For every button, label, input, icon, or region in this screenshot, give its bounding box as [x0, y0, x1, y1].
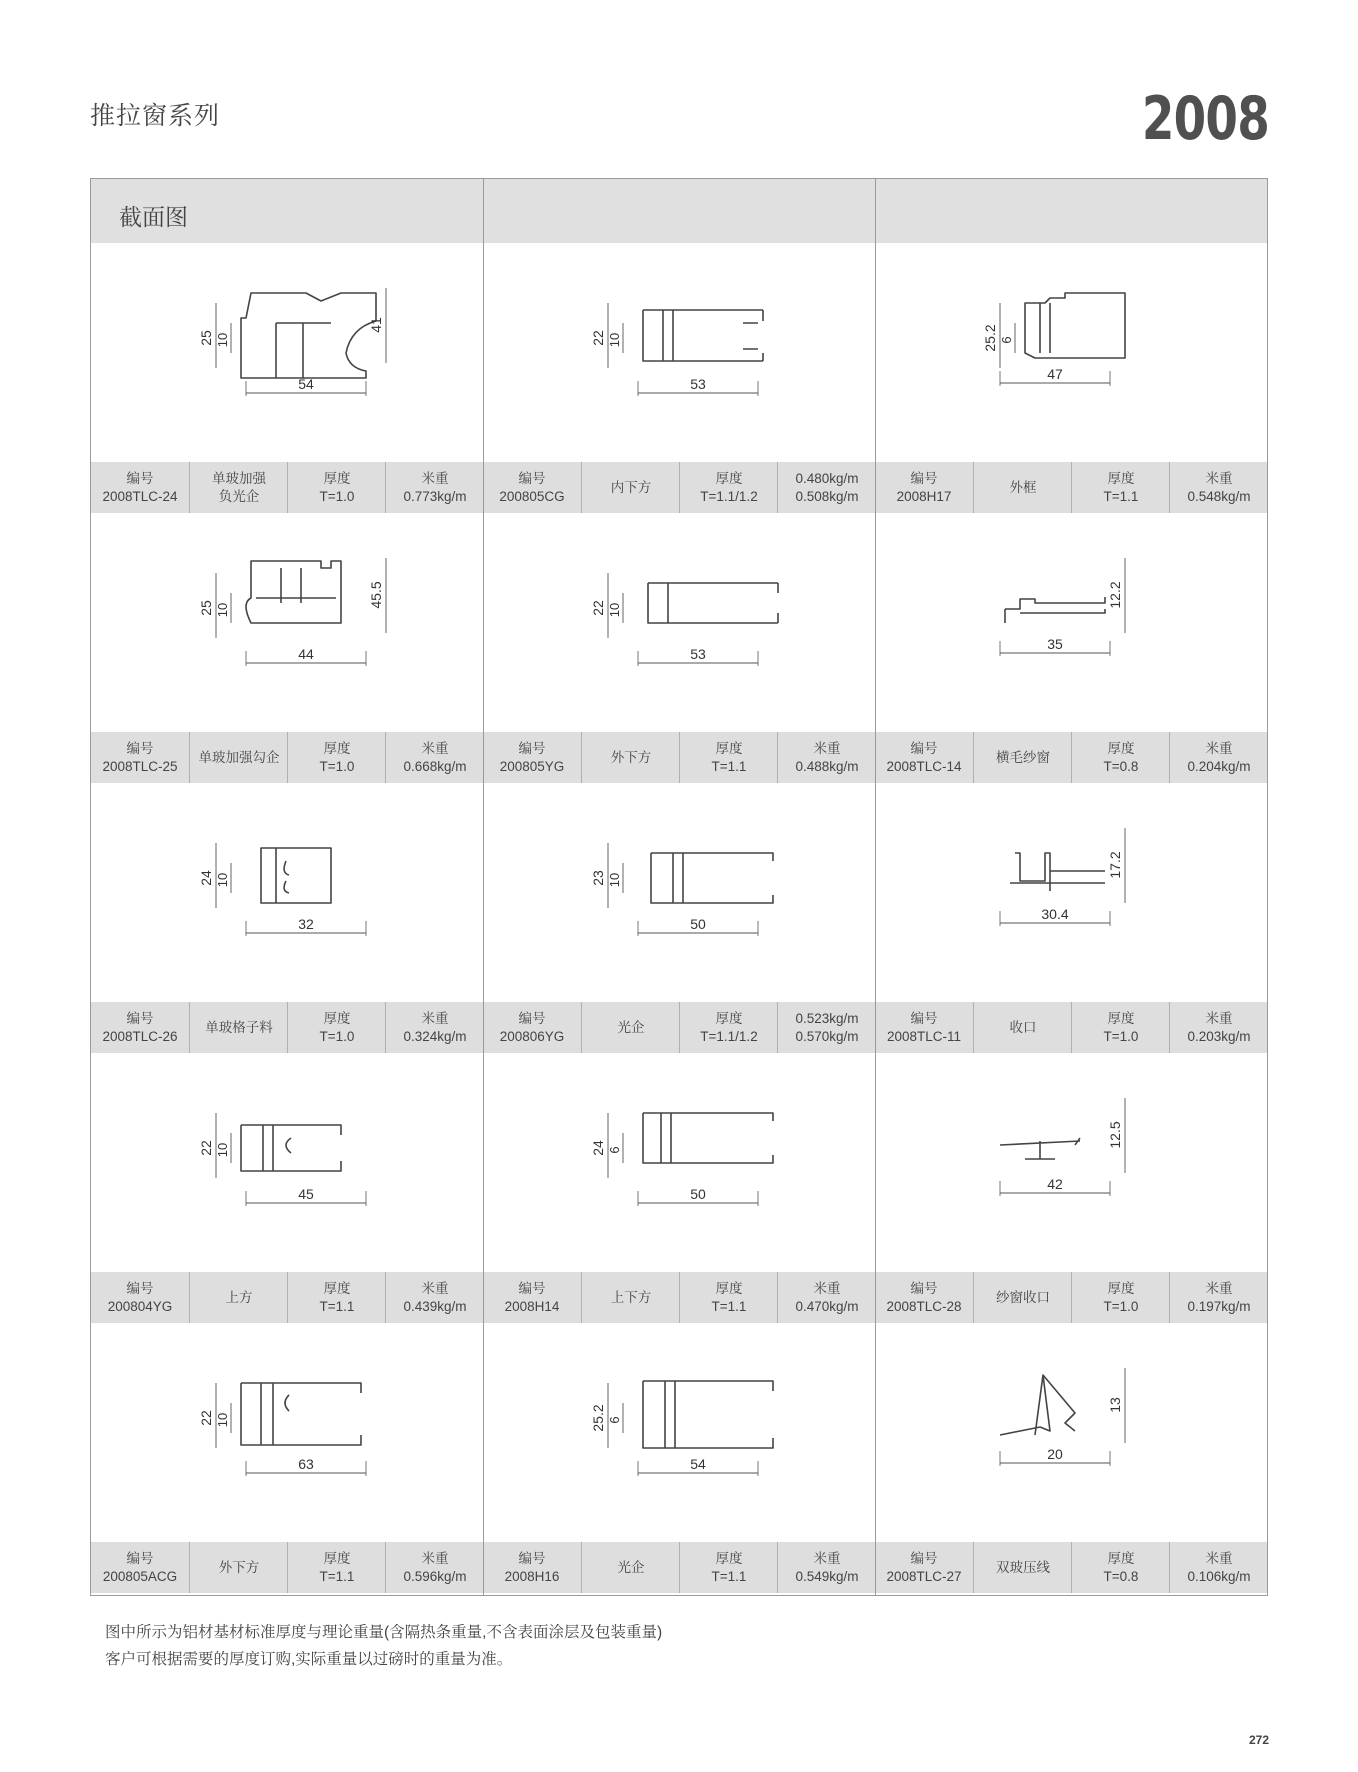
height-dimension-label: 22: [590, 330, 606, 346]
profile-weight: [385, 1002, 484, 1053]
height-dimension-label: 22: [590, 600, 606, 616]
profile-code-text: 编号: [910, 1550, 938, 1566]
profile-code: [91, 732, 189, 783]
profile-section-svg: [875, 1053, 1267, 1272]
profile-code: [875, 1542, 973, 1593]
profile-name-text: 外框: [1009, 479, 1037, 495]
inner-height-dimension-label: 10: [215, 332, 230, 348]
profile-name: [973, 1272, 1072, 1323]
profile-thickness: [679, 732, 778, 783]
profile-name: [189, 1002, 288, 1053]
inner-height-dimension-label: 10: [607, 872, 622, 888]
height-dimension-label: 22: [198, 1410, 214, 1426]
profile-name: [189, 462, 288, 513]
height-dimension-label: 25: [198, 330, 214, 346]
profile-code-text: 200805YG: [499, 758, 565, 774]
profile-code-text: 200804YG: [107, 1298, 173, 1314]
section-drawing-header: 截面图: [119, 204, 188, 230]
profile-thickness: [1071, 1272, 1170, 1323]
profile-weight: [385, 1272, 484, 1323]
profile-code-text: 编号: [910, 740, 938, 756]
overall-height-dimension-label: 12.2: [1107, 581, 1123, 609]
profile-outline: [643, 1381, 773, 1448]
width-dimension-label: 42: [1047, 1176, 1063, 1192]
profile-drawing: [875, 783, 1267, 1002]
profile-weight-text: 0.668kg/m: [403, 758, 467, 774]
profile-name-text: 单玻加强: [212, 470, 266, 486]
profile-thickness-text: 厚度: [323, 470, 351, 486]
profile-outline: [1025, 293, 1125, 358]
header-row: [91, 179, 1267, 243]
width-dimension-label: 20: [1047, 1446, 1063, 1462]
profile-code-text: 200806YG: [499, 1028, 565, 1044]
profile-name: [973, 1542, 1072, 1593]
profile-weight-text: 0.204kg/m: [1187, 758, 1251, 774]
profile-drawing: [91, 243, 483, 462]
profile-name-text: 负光企: [218, 488, 260, 504]
profile-section-svg: [91, 783, 483, 1002]
profile-thickness: [287, 1272, 386, 1323]
profile-code: [91, 462, 189, 513]
profile-section-svg: [875, 513, 1267, 732]
footnote-line-1: 图中所示为铝材基材标准厚度与理论重量(含隔热条重量,不含表面涂层及包装重量): [105, 1624, 663, 1641]
spec-row: [91, 1272, 1267, 1323]
profile-code-text: 2008H16: [504, 1568, 560, 1584]
profile-weight-text: 0.773kg/m: [403, 488, 467, 504]
profile-section-svg: [91, 243, 483, 462]
height-dimension-label: 25.2: [590, 1404, 606, 1432]
profile-thickness-text: 厚度: [323, 740, 351, 756]
profile-name: [581, 732, 680, 783]
profile-weight-text: 米重: [421, 1010, 449, 1026]
profile-weight-text: 米重: [421, 740, 449, 756]
profile-outline: [643, 310, 763, 361]
profile-weight-text: 0.480kg/m: [795, 470, 859, 486]
profile-name: [973, 462, 1072, 513]
profile-outline: [1010, 853, 1105, 891]
profile-name: [581, 1002, 680, 1053]
profile-thickness-text: 厚度: [323, 1010, 351, 1026]
profile-thickness-text: T=1.1: [711, 1568, 747, 1584]
width-dimension-label: 44: [298, 646, 314, 662]
profile-thickness: [679, 1002, 778, 1053]
inner-height-dimension-label: 6: [999, 336, 1014, 344]
profile-weight: [385, 462, 484, 513]
profile-weight-text: 0.523kg/m: [795, 1010, 859, 1026]
profile-code: [875, 1272, 973, 1323]
profile-thickness-text: T=1.1: [1103, 488, 1139, 504]
profile-weight-text: 0.324kg/m: [403, 1028, 467, 1044]
profile-name-text: 收口: [1009, 1019, 1037, 1035]
profile-thickness-text: 厚度: [1107, 1010, 1135, 1026]
profile-code-text: 编号: [126, 1280, 154, 1296]
profile-thickness: [287, 1002, 386, 1053]
profile-weight-text: 0.106kg/m: [1187, 1568, 1251, 1584]
profile-name-text: 内下方: [610, 479, 652, 495]
profile-code: [91, 1272, 189, 1323]
profile-thickness-text: 厚度: [715, 1010, 743, 1026]
profile-weight: [385, 1542, 484, 1593]
profile-code-text: 编号: [518, 1280, 546, 1296]
profile-name: [581, 1542, 680, 1593]
profile-code: [483, 1542, 581, 1593]
profile-weight-text: 米重: [813, 740, 841, 756]
inner-height-dimension-label: 6: [607, 1146, 622, 1154]
profile-outline: [648, 583, 778, 623]
profile-weight: [777, 732, 876, 783]
profile-name: [581, 462, 680, 513]
profile-name: [581, 1272, 680, 1323]
profile-code-text: 编号: [910, 1280, 938, 1296]
profile-weight: [777, 462, 876, 513]
profile-weight: [1169, 462, 1268, 513]
profile-code-text: 编号: [518, 1550, 546, 1566]
profile-thickness-text: 厚度: [1107, 1550, 1135, 1566]
profile-thickness-text: T=0.8: [1103, 758, 1139, 774]
profile-name-text: 单玻加强勾企: [198, 749, 280, 765]
width-dimension-label: 50: [690, 1186, 706, 1202]
profile-section-svg: [91, 1053, 483, 1272]
width-dimension-label: 35: [1047, 636, 1063, 652]
profile-thickness-text: 厚度: [323, 1280, 351, 1296]
profile-thickness-text: T=1.0: [1103, 1028, 1139, 1044]
height-dimension-label: 25: [198, 600, 214, 616]
profile-drawing: [483, 1323, 875, 1542]
profile-section-svg: [483, 783, 875, 1002]
profile-name-text: 单玻格子料: [205, 1019, 273, 1035]
height-dimension-label: 22: [198, 1140, 214, 1156]
profile-code-text: 2008TLC-25: [102, 758, 178, 774]
profile-code-text: 2008TLC-26: [102, 1028, 178, 1044]
profile-section-svg: [483, 513, 875, 732]
profile-thickness-text: T=1.1: [711, 1298, 747, 1314]
profile-thickness: [1071, 462, 1170, 513]
profile-code-text: 编号: [910, 470, 938, 486]
profile-code-text: 2008H14: [504, 1298, 560, 1314]
profile-thickness: [287, 732, 386, 783]
profile-code-text: 编号: [126, 1010, 154, 1026]
profile-code-text: 200805ACG: [102, 1568, 178, 1584]
profile-code-text: 2008TLC-11: [886, 1028, 962, 1044]
profile-drawing: [91, 1323, 483, 1542]
spec-row: [91, 732, 1267, 783]
profile-code-text: 2008TLC-24: [102, 488, 178, 504]
overall-height-dimension-label: 12.5: [1107, 1121, 1123, 1149]
width-dimension-label: 54: [690, 1456, 706, 1472]
profile-code-text: 编号: [126, 470, 154, 486]
inner-height-dimension-label: 10: [215, 1412, 230, 1428]
spec-row: [91, 1002, 1267, 1053]
profile-thickness-text: 厚度: [1107, 1280, 1135, 1296]
profile-name-text: 上下方: [610, 1289, 652, 1305]
height-dimension-label: 25.2: [982, 324, 998, 352]
profile-weight-text: 米重: [1205, 470, 1233, 486]
profile-weight-text: 米重: [421, 470, 449, 486]
width-dimension-label: 63: [298, 1456, 314, 1472]
profile-thickness: [679, 1542, 778, 1593]
profile-outline: [1000, 1138, 1080, 1159]
profile-drawing: [91, 783, 483, 1002]
profile-name: [973, 732, 1072, 783]
profile-name-text: 纱窗收口: [996, 1289, 1050, 1305]
profile-weight-text: 0.488kg/m: [795, 758, 859, 774]
profile-thickness-text: 厚度: [715, 470, 743, 486]
profile-section-svg: [91, 513, 483, 732]
profile-weight-text: 0.203kg/m: [1187, 1028, 1251, 1044]
profile-thickness-text: T=1.1: [319, 1298, 355, 1314]
profile-section-svg: [91, 1323, 483, 1542]
profile-code: [483, 732, 581, 783]
width-dimension-label: 54: [298, 376, 314, 392]
profile-outline: [651, 853, 773, 903]
inner-height-dimension-label: 10: [607, 602, 622, 618]
profile-name: [189, 732, 288, 783]
profile-thickness: [287, 1542, 386, 1593]
profile-outline: [241, 293, 376, 378]
profile-name: [973, 1002, 1072, 1053]
profile-code: [91, 1002, 189, 1053]
profile-weight-text: 米重: [1205, 1280, 1233, 1296]
profile-outline: [241, 1125, 341, 1171]
profile-section-svg: [875, 243, 1267, 462]
profile-thickness-text: T=1.0: [319, 488, 355, 504]
height-dimension-label: 24: [198, 870, 214, 886]
profile-drawing: [483, 513, 875, 732]
profile-drawing: [875, 1323, 1267, 1542]
profile-thickness-text: T=1.1: [319, 1568, 355, 1584]
profile-code: [875, 462, 973, 513]
profile-name-text: 外下方: [218, 1559, 260, 1575]
profile-weight-text: 0.508kg/m: [795, 488, 859, 504]
profile-drawing: [483, 243, 875, 462]
profile-drawing: [875, 243, 1267, 462]
profile-weight-text: 米重: [421, 1550, 449, 1566]
column-divider: [875, 179, 876, 1595]
profile-name-text: 上方: [225, 1289, 253, 1305]
profile-drawing: [91, 1053, 483, 1272]
overall-height-dimension-label: 17.2: [1107, 851, 1123, 879]
profile-thickness-text: 厚度: [715, 1550, 743, 1566]
profile-name-text: 外下方: [610, 749, 652, 765]
profile-weight-text: 0.570kg/m: [795, 1028, 859, 1044]
width-dimension-label: 53: [690, 646, 706, 662]
profile-thickness: [1071, 1542, 1170, 1593]
profile-thickness-text: T=1.0: [319, 758, 355, 774]
profile-thickness: [1071, 732, 1170, 783]
profile-code-text: 编号: [910, 1010, 938, 1026]
profile-outline: [261, 848, 331, 903]
profile-code-text: 2008TLC-28: [886, 1298, 962, 1314]
profile-code-text: 编号: [518, 1010, 546, 1026]
width-dimension-label: 30.4: [1041, 906, 1069, 922]
profile-thickness-text: T=1.0: [319, 1028, 355, 1044]
profile-code-text: 2008TLC-14: [886, 758, 962, 774]
profile-drawing: [483, 1053, 875, 1272]
width-dimension-label: 32: [298, 916, 314, 932]
overall-height-dimension-label: 41: [368, 317, 384, 333]
inner-height-dimension-label: 10: [215, 872, 230, 888]
profile-name: [189, 1272, 288, 1323]
profile-catalog-table: [90, 178, 1268, 1596]
profile-code: [91, 1542, 189, 1593]
spec-row: [91, 1542, 1267, 1593]
profile-weight-text: 米重: [1205, 1550, 1233, 1566]
profile-weight: [1169, 1002, 1268, 1053]
inner-height-dimension-label: 10: [215, 1142, 230, 1158]
profile-section-svg: [875, 783, 1267, 1002]
profile-thickness-text: T=1.1: [711, 758, 747, 774]
profile-code-text: 编号: [126, 740, 154, 756]
profile-section-svg: [875, 1323, 1267, 1542]
profile-drawing: [91, 513, 483, 732]
profile-name-text: 光企: [617, 1019, 645, 1035]
column-divider: [483, 179, 484, 1595]
model-number: 2008: [1141, 84, 1269, 154]
profile-section-svg: [483, 1053, 875, 1272]
profile-code-text: 2008TLC-27: [886, 1568, 962, 1584]
profile-drawing: [483, 783, 875, 1002]
profile-name-text: 双玻压线: [996, 1559, 1050, 1575]
profile-weight-text: 0.549kg/m: [795, 1568, 859, 1584]
profile-name: [189, 1542, 288, 1593]
width-dimension-label: 47: [1047, 366, 1063, 382]
profile-weight: [777, 1002, 876, 1053]
profile-thickness-text: T=1.1/1.2: [700, 1028, 758, 1044]
profile-name-text: 光企: [617, 1559, 645, 1575]
inner-height-dimension-label: 6: [607, 1416, 622, 1424]
profile-drawing: [875, 513, 1267, 732]
profile-code: [875, 732, 973, 783]
inner-height-dimension-label: 10: [607, 332, 622, 348]
width-dimension-label: 50: [690, 916, 706, 932]
overall-height-dimension-label: 13: [1107, 1397, 1123, 1413]
profile-weight-text: 0.197kg/m: [1187, 1298, 1251, 1314]
profile-weight-text: 米重: [813, 1280, 841, 1296]
profile-outline: [246, 561, 341, 623]
profile-weight-text: 0.439kg/m: [403, 1298, 467, 1314]
profile-code-text: 编号: [518, 470, 546, 486]
overall-height-dimension-label: 45.5: [368, 581, 384, 609]
profile-code-text: 编号: [126, 1550, 154, 1566]
height-dimension-label: 23: [590, 870, 606, 886]
profile-weight: [385, 732, 484, 783]
profile-weight: [1169, 1272, 1268, 1323]
profile-thickness: [679, 462, 778, 513]
profile-weight-text: 米重: [1205, 1010, 1233, 1026]
height-dimension-label: 24: [590, 1140, 606, 1156]
profile-thickness: [287, 462, 386, 513]
inner-height-dimension-label: 10: [215, 602, 230, 618]
profile-code-text: 200805CG: [499, 488, 565, 504]
profile-code: [483, 1002, 581, 1053]
profile-thickness-text: 厚度: [715, 740, 743, 756]
profile-weight-text: 米重: [813, 1550, 841, 1566]
profile-code: [483, 1272, 581, 1323]
profile-weight-text: 0.596kg/m: [403, 1568, 467, 1584]
profile-thickness-text: T=0.8: [1103, 1568, 1139, 1584]
profile-outline: [241, 1383, 361, 1445]
profile-code-text: 2008H17: [896, 488, 952, 504]
profile-outline: [1000, 1375, 1075, 1435]
profile-thickness: [679, 1272, 778, 1323]
spec-row: [91, 462, 1267, 513]
profile-code-text: 编号: [518, 740, 546, 756]
profile-outline: [643, 1113, 773, 1163]
profile-weight-text: 米重: [1205, 740, 1233, 756]
page-number: 272: [1248, 1733, 1269, 1747]
profile-thickness-text: 厚度: [715, 1280, 743, 1296]
series-title: 推拉窗系列: [90, 102, 221, 130]
width-dimension-label: 45: [298, 1186, 314, 1202]
profile-thickness: [1071, 1002, 1170, 1053]
profile-weight: [1169, 1542, 1268, 1593]
profile-weight-text: 0.548kg/m: [1187, 488, 1251, 504]
profile-thickness-text: T=1.1/1.2: [700, 488, 758, 504]
profile-weight-text: 米重: [421, 1280, 449, 1296]
profile-thickness-text: 厚度: [323, 1550, 351, 1566]
profile-thickness-text: 厚度: [1107, 470, 1135, 486]
profile-weight: [777, 1542, 876, 1593]
profile-thickness-text: T=1.0: [1103, 1298, 1139, 1314]
profile-outline: [1005, 597, 1105, 623]
profile-section-svg: [483, 1323, 875, 1542]
profile-weight: [777, 1272, 876, 1323]
profile-code: [875, 1002, 973, 1053]
profile-section-svg: [483, 243, 875, 462]
profile-weight-text: 0.470kg/m: [795, 1298, 859, 1314]
profile-thickness-text: 厚度: [1107, 740, 1135, 756]
footnote-line-2: 客户可根据需要的厚度订购,实际重量以过磅时的重量为准。: [105, 1651, 513, 1668]
profile-drawing: [875, 1053, 1267, 1272]
profile-code: [483, 462, 581, 513]
profile-weight: [1169, 732, 1268, 783]
width-dimension-label: 53: [690, 376, 706, 392]
profile-name-text: 横毛纱窗: [996, 749, 1050, 765]
